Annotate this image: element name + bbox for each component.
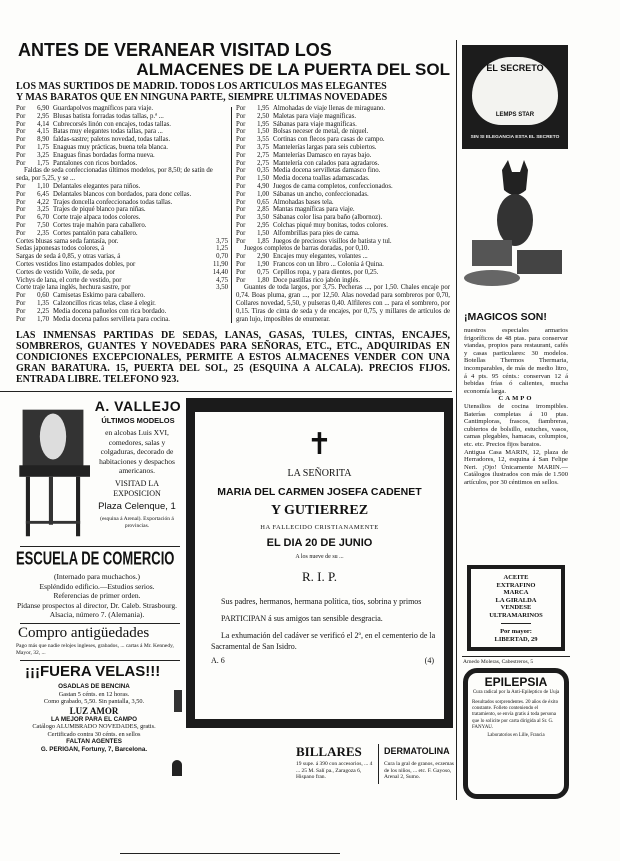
- vallejo-title: A. VALLEJO: [94, 398, 182, 414]
- price-row: [16, 183, 228, 191]
- magicos-paragraph: nuestros especiales armarios frigoríficos de 48 ptas. para conservar viandas, propios para restaurant, cafés y casas particulares: 30 modelos. Botellas Thermos Thermaria, incomparables, de más de medio litro, á 4 pts. 95 cénts.: conservan 12 á bebidas frías ó calientes, mucha economía larga.: [464, 327, 568, 395]
- price-row: [16, 214, 228, 222]
- closing-paragraph: LAS INMENSAS PARTIDAS DE SEDAS, LANAS, GASAS, TULES, CINTAS, ENCAJES, SOMBREROS, GUANTES Y NOVEDADES PARA SEÑORAS, ETC., ETC., ADQUIRIDAS EN CONDICIONES EXCEPCIONALES, PERMITE A ESTOS ALMACENES VENDER CON UNA GRAN BARATURA. 15, PUERTA DEL SOL, 25 (ESQUINA A ALCALA). PRECIOS FIJOS. ENTRADA LIBRE. TELEFONO 923.: [16, 330, 450, 385]
- price-prefix: Por: [236, 120, 246, 128]
- price: 4,14: [37, 120, 49, 128]
- velas-line: Catálogo ALUMBRADO NOVEDADES, gratis.: [32, 723, 156, 730]
- item-desc: Colchas piqué muy bonitas, todos colores.: [273, 221, 388, 229]
- item-desc: Cortes traje mahón para caballero.: [53, 221, 147, 229]
- price-row: [236, 214, 450, 222]
- item-desc: Cortes vestidos lino estampados dobles, por: [16, 260, 136, 268]
- escuela-title: ESCUELA DE COMERCIO: [16, 547, 175, 569]
- price: 1,00: [257, 190, 269, 198]
- price-row: [16, 105, 228, 113]
- price-prefix: Por: [16, 214, 26, 222]
- price-prefix: Por: [16, 105, 26, 112]
- item-desc: Corte traje alpaca todos colores.: [53, 214, 141, 222]
- escuela-line: Espléndido edificio.—Estudios serios.: [39, 581, 155, 591]
- item-desc: Sábanas para viaje magníficas.: [273, 120, 357, 128]
- price: 6,90: [37, 105, 49, 112]
- price-row: [16, 316, 228, 324]
- item-desc: Francos con un libro ... Colonia á Quina.: [273, 260, 384, 268]
- arnedo-line: Arnedo Moleras, Cabestreros, 5: [463, 659, 534, 665]
- item-desc: Camisetas Eskimo para caballero.: [53, 292, 146, 300]
- subheadline-2: Y MAS BARATOS QUE EN NINGUNA PARTE, SIEMPRE ULTIMAS NOVEDADES: [16, 92, 388, 103]
- price: 2,95: [37, 112, 49, 120]
- price-row: [16, 152, 228, 160]
- price-prefix: Por: [236, 136, 246, 144]
- price-row: Faldas de seda confeccionadas últimos modelos, por 8,50; de satín de seda, por 5,25, y se ...: [16, 167, 213, 183]
- price-row: [236, 113, 450, 121]
- priced-row: [16, 277, 228, 285]
- price-row: Juegos completos de barras doradas, por 0,10.: [244, 245, 370, 253]
- price-row: [16, 136, 228, 144]
- secreto-title: EL SECRETO: [486, 63, 544, 73]
- price-prefix: Por: [16, 136, 26, 144]
- price-prefix: Por: [236, 206, 246, 214]
- price: 2,85: [257, 206, 269, 214]
- priced-row: [16, 269, 228, 277]
- price-prefix: Por: [16, 229, 26, 237]
- item-desc: Encajes muy elegantes, volantes ...: [273, 253, 368, 261]
- priced-row: [16, 284, 228, 292]
- item-desc: Almohadas de viaje llenas de miraguano.: [273, 105, 386, 112]
- price-row: [16, 230, 228, 238]
- vallejo-body: en alcobas Luis XVI, comedores, salas y colgaduras, decorado de habitaciones y despachos americanos.: [99, 428, 175, 475]
- magicos-paragraph: Utensilios de cocina irrompibles. Baterías completas á 10 ptas. Cantimploras, frascos, fiambreras, cubiertos de bolsillo, estuches, vasos, camas plegables, hamacas, columpios, etc. etc. Precios fijos baratos.: [464, 402, 568, 448]
- item-desc: Mantas magníficas para viaje.: [273, 206, 355, 214]
- price-row: [236, 230, 450, 238]
- price-prefix: Por: [16, 315, 26, 323]
- item-desc: Enaguas finas bordadas forma nueva.: [53, 151, 155, 159]
- price: 4,75: [216, 276, 228, 284]
- price-row: [16, 222, 228, 230]
- item-desc: Almohadas bases tela.: [273, 198, 334, 206]
- item-desc: Trajes de piqué blanco para niñas.: [53, 206, 146, 214]
- item-desc: Calzoncillos ricas telas, clase á elegir.: [53, 299, 156, 307]
- item-desc: Media docena servilletas damasco fino.: [273, 167, 381, 175]
- aceite-line: VENDESE: [500, 604, 532, 611]
- price: 6,45: [37, 190, 49, 198]
- price-row: [236, 199, 450, 207]
- item-desc: Cortes blusas sama seda fantasía, por.: [16, 237, 119, 245]
- obituary-paragraph: PARTICIPAN á sus amigos tan sensible desgracia.: [221, 614, 383, 623]
- accessories-paragraph: Guantes de toda largos, por 3,75. Pecheras ..., por 1,50. Chales encaje por 0,74. Boas pluma, gran ..., por 12,50. Alas novedad para sombreros por 0,70, Collares novedad, 5,50, y pulseras 0,40. Alfileres con ... para el sombrero, por 0,15. Tiras de cinta de seda y de encajes, por 0,75, y millares de artículos de gran lujo, imposibles de enumerar.: [236, 284, 450, 323]
- escuela-line: Referencias de primer orden.: [53, 591, 141, 600]
- price-prefix: Por: [236, 237, 246, 245]
- item-desc: Doce pastillas rico jabón inglés.: [273, 276, 361, 284]
- price-prefix: Por: [236, 167, 246, 175]
- price: 1,25: [216, 245, 228, 253]
- price-prefix: Por: [16, 221, 26, 229]
- epilepsia-body: Resultados sorprendentes. 20 años de éxito constante. Folleto conteniendo el tratamiento, se envía gratis á toda persona que lo solicite por carta dirigida al Sr. G. FANYAU.: [472, 700, 559, 730]
- velas-title: ¡¡¡FUERA VELAS!!!: [25, 663, 161, 680]
- price: 2,90: [257, 253, 269, 261]
- price-row: [236, 191, 450, 199]
- price: 4,90: [257, 182, 269, 190]
- price-prefix: Por: [236, 143, 246, 151]
- price-prefix: Por: [236, 214, 246, 222]
- item-desc: Cortes pantalón para caballero.: [53, 229, 138, 237]
- price: 1,10: [37, 182, 49, 190]
- magicos-body: [464, 327, 568, 486]
- obituary-date: EL DIA 20 DE JUNIO: [266, 537, 373, 549]
- item-desc: Blusas batista forradas todas tallas, p.ª ...: [53, 112, 164, 120]
- price-row: [236, 269, 450, 277]
- demon-illustration-icon: [462, 160, 568, 290]
- price-prefix: Por: [16, 299, 26, 307]
- price-row: [16, 206, 228, 214]
- escuela-line: (Internado para muchachos.): [53, 572, 140, 581]
- price: 2,95: [257, 221, 269, 229]
- magicos-campo: CAMPO: [498, 395, 534, 403]
- item-desc: Trajes doncella confeccionados todas tallas.: [53, 198, 173, 206]
- aceite-line: ACEITE: [503, 574, 529, 581]
- price-prefix: Por: [236, 151, 246, 159]
- price-prefix: Por: [236, 112, 246, 120]
- price-row: [16, 160, 228, 168]
- item-desc: Media docena toallas adamascadas.: [273, 175, 370, 183]
- price: 2,35: [37, 229, 49, 237]
- price-row: [16, 300, 228, 308]
- item-desc: Maletas para viaje magníficas.: [273, 112, 357, 120]
- price: 1,95: [257, 105, 269, 112]
- epilepsia-footer: Laboratorios en Lille, Francia: [487, 733, 545, 739]
- price: 1,35: [37, 299, 49, 307]
- price-prefix: Por: [16, 159, 26, 167]
- price-prefix: Por: [16, 190, 26, 198]
- price-row: [16, 128, 228, 136]
- price-row: [16, 292, 228, 300]
- price-row: [16, 113, 228, 121]
- escuela-lines: [12, 572, 182, 620]
- obituary-name-2: Y GUTIERREZ: [270, 503, 369, 518]
- price-row: [16, 144, 228, 152]
- price-prefix: Por: [16, 307, 26, 315]
- price: 7,50: [37, 221, 49, 229]
- price: 1,85: [257, 237, 269, 245]
- item-desc: Cortinas con flecos para casas de campo.: [273, 136, 385, 144]
- price-row: [16, 308, 228, 316]
- price: 0,70: [216, 253, 228, 261]
- obituary-paragraph: La exhumación del cadáver se verificó el 2º, en el cementerio de la Sacramental de San Isidro.: [211, 631, 436, 651]
- price-prefix: Por: [16, 128, 26, 136]
- item-desc: Enaguas muy prácticas, buena tela blanca.: [53, 143, 168, 151]
- secreto-footer: SIN SI ELEGANCIA ESTA EL SECRETO: [470, 135, 560, 140]
- price-row: [236, 222, 450, 230]
- price-row: [16, 199, 228, 207]
- price-row: [236, 183, 450, 191]
- item-desc: Sábanas un ancho, confeccionadas.: [273, 190, 369, 198]
- price-row: [16, 121, 228, 129]
- price-row: [236, 144, 450, 152]
- price-prefix: Por: [16, 206, 26, 214]
- price-prefix: Por: [16, 112, 26, 120]
- price: 1,50: [257, 175, 269, 183]
- price-prefix: Por: [236, 253, 246, 261]
- item-desc: Juegos de preciosos visillos de batista y tul.: [273, 237, 392, 245]
- headline-2: ALMACENES DE LA PUERTA DEL SOL: [136, 60, 450, 79]
- price-row: [236, 253, 450, 261]
- epilepsia-ad: [463, 668, 569, 799]
- velas-line: OSADLAS DE BENCINA: [58, 683, 130, 690]
- price: 2,75: [257, 151, 269, 159]
- obituary-line: LA SEÑORITA: [287, 468, 352, 479]
- priced-row: [16, 253, 228, 261]
- el-secreto-ad: [462, 45, 568, 149]
- lamp-shade-icon: [172, 760, 182, 776]
- aceite-address: LIBERTAD, 29: [494, 635, 538, 643]
- obituary-line: A los nueve de su ...: [295, 554, 344, 560]
- price: 1,95: [257, 120, 269, 128]
- vallejo-note: (esquina á Arenal). Exportación á provincias.: [100, 516, 174, 529]
- price: 1,50: [257, 128, 269, 136]
- price-prefix: Por: [236, 268, 246, 276]
- velas-line: LA MEJOR PARA EL CAMPO: [50, 715, 138, 723]
- magicos-paragraph: Antigua Casa MARIN, 12, plaza de Herradores, 12, esquina á San Felipe Neri. ¡Ojo! Únicamente MARIN.—Catálogos ilustrados con más de 1.500 artículos, por 30 céntimos en sellos.: [464, 448, 568, 486]
- price-prefix: Por: [236, 229, 246, 237]
- cross-icon: ✝: [306, 428, 333, 461]
- price: 3,55: [257, 136, 269, 144]
- price-prefix: Por: [16, 120, 26, 128]
- price-prefix: Por: [16, 151, 26, 159]
- aceite-por: Por mayor:: [500, 628, 532, 635]
- headline-1: ANTES DE VERANEAR VISITAD LOS: [18, 40, 332, 60]
- price-row: [236, 105, 450, 113]
- magicos-title: ¡MAGICOS SON!: [464, 311, 547, 323]
- price-prefix: Por: [16, 292, 26, 300]
- price: 2,50: [257, 112, 269, 120]
- price-prefix: Por: [236, 260, 246, 268]
- item-desc: Media docena paños servilleta para cocina.: [53, 315, 171, 323]
- price: 1,75: [37, 159, 49, 167]
- compro-title: Compro antigüedades: [18, 625, 150, 641]
- price-row: [236, 121, 450, 129]
- secreto-brand: LEMPS STAR: [495, 112, 535, 118]
- vallejo-visit: VISITAD LA EXPOSICION: [113, 479, 161, 498]
- price-prefix: Por: [16, 198, 26, 206]
- item-desc: Sargas de seda á 0,85, y otras varias, á: [16, 253, 121, 261]
- price-prefix: Por: [16, 143, 26, 151]
- obituary-rip: R. I. P.: [301, 569, 338, 584]
- price-prefix: Por: [236, 105, 246, 112]
- price: 0,75: [257, 268, 269, 276]
- price-row: [236, 277, 450, 285]
- price-list-right: [236, 105, 450, 323]
- price: 4,15: [37, 128, 49, 136]
- price: 3,75: [216, 237, 228, 245]
- item-desc: Mantelerías largas para seis cubiertos.: [273, 143, 377, 151]
- item-desc: Mantelería con calados para agradaros.: [273, 159, 380, 167]
- subheadline-1: LOS MAS SURTIDOS DE MADRID. TODOS LOS ARTICULOS MAS ELEGANTES: [16, 81, 387, 92]
- item-desc: Sedas japonesas todos colores, á: [16, 245, 105, 253]
- item-desc: faldas-sastre; paletos novedad, todas tallas.: [53, 136, 171, 144]
- price: 2,25: [37, 307, 49, 315]
- item-desc: Corte traje lana inglés, hechura sastre, por: [16, 284, 131, 292]
- escuela-line: Pídanse prospectos al director, Dr. Caleb. Strasbourg. Alsacia, número 7. (Alemania).: [17, 600, 177, 619]
- price-row: [236, 238, 450, 246]
- velas-line: G. PERIGAN, Fortuny, 7, Barcelona.: [40, 745, 148, 753]
- price-row: [16, 191, 228, 199]
- price-prefix: Por: [16, 182, 26, 190]
- item-desc: Bolsas neceser de metal, de niquel.: [273, 128, 369, 136]
- item-desc: Cubrecorsés linón con encajes, todas tallas.: [53, 120, 171, 128]
- price: 1,90: [257, 260, 269, 268]
- price: 11,90: [212, 260, 228, 268]
- billares-title: BILLARES: [296, 744, 362, 759]
- price: 3,25: [37, 151, 49, 159]
- furniture-illustration-icon: [16, 402, 90, 542]
- vallejo-sub: ÚLTIMOS MODELOS: [101, 416, 175, 425]
- priced-row: [16, 261, 228, 269]
- epilepsia-sub: Cura radical por la Anti-Epileptico de Uuja: [472, 690, 560, 695]
- price-prefix: Por: [236, 221, 246, 229]
- price-row: [236, 167, 450, 175]
- price: 1,75: [37, 143, 49, 151]
- priced-row: [16, 245, 228, 253]
- price: 0,65: [257, 198, 269, 206]
- aceite-line: MARCA: [503, 589, 529, 596]
- price: 1,80: [257, 276, 269, 284]
- item-desc: Juegos de cama completos, confeccionados.: [273, 182, 393, 190]
- price: 3,25: [37, 206, 49, 214]
- price: 3,50: [257, 214, 269, 222]
- price-row: [236, 128, 450, 136]
- price-prefix: Por: [236, 198, 246, 206]
- price-row: [236, 175, 450, 183]
- aceite-line: EXTRAFINO: [496, 581, 536, 589]
- price: 6,70: [37, 214, 49, 222]
- price-prefix: Por: [236, 182, 246, 190]
- velas-line: Certificado contra 30 cénts. en sellos: [47, 730, 141, 738]
- obituary-box: [186, 398, 453, 728]
- dermatolina-title: DERMATOLINA: [384, 746, 450, 756]
- price-prefix: Por: [236, 128, 246, 136]
- obituary-name: MARIA DEL CARMEN JOSEFA CADENET: [217, 486, 422, 498]
- price: 1,50: [257, 229, 269, 237]
- price: 0,35: [257, 167, 269, 175]
- obituary-num: (4): [424, 656, 434, 665]
- price-row: [236, 136, 450, 144]
- price: 3,50: [216, 284, 228, 292]
- velas-line: FALTAN AGENTES: [66, 738, 122, 745]
- price: 0,60: [37, 292, 49, 300]
- vallejo-address: Plaza Celenque, 1: [98, 501, 176, 512]
- item-desc: Alfombrillas para pies de cama.: [273, 229, 360, 237]
- epilepsia-title: EPILEPSIA: [484, 675, 548, 689]
- aceite-line: ULTRAMARINOS: [489, 611, 543, 619]
- aceite-line: LA GIRALDA: [495, 596, 537, 604]
- price: 2,75: [257, 159, 269, 167]
- price-prefix: Por: [236, 276, 246, 284]
- price: 3,75: [257, 143, 269, 151]
- price: 8,90: [37, 136, 49, 144]
- price: 4,22: [37, 198, 49, 206]
- item-desc: Vichys de lana, el corte de vestido, por: [16, 276, 122, 284]
- price-prefix: Por: [236, 159, 246, 167]
- item-desc: Mantelerías Damasco en rayas bajo.: [273, 151, 372, 159]
- price-prefix: Por: [236, 190, 246, 198]
- billares-body: 19 supe. á 390 con accesorios, ... 4 ... 25 M. Salí pa., Zaragoza 6, Hispano fran.: [296, 761, 373, 780]
- velas-line: Como grabado, 5,50. Sin pantalla, 3,50.: [43, 698, 145, 705]
- item-desc: Cepillos ropa, y para dientes, por 0,25.: [273, 268, 379, 276]
- velas-body: [16, 683, 172, 753]
- item-desc: Batas muy elegantes todas tallas, para ...: [53, 128, 163, 136]
- aceite-ad: [467, 565, 565, 651]
- compro-body: Pago más que nadie relojes ingleses, grabados, ... cartas á Mr. Kennedy, Mayor, 32, ...: [16, 643, 174, 656]
- item-desc: Delantales elegantes para niños.: [53, 182, 141, 190]
- item-desc: Sábanas color lisa para baño (albornoz).: [273, 214, 383, 222]
- price: 14,40: [212, 268, 228, 276]
- velas-luz: LUZ AMOR: [69, 705, 119, 716]
- price-list-left: [16, 105, 228, 323]
- item-desc: Pantalones con ricos bordados.: [53, 159, 138, 167]
- priced-row: [16, 238, 228, 246]
- price-row: [236, 261, 450, 269]
- item-desc: Delantales blancos con bordados, para donc cellas.: [53, 190, 192, 198]
- price-row: [236, 152, 450, 160]
- obituary-line: HA FALLECIDO CRISTIANAMENTE: [260, 524, 379, 531]
- item-desc: Cortes de vestido Voile, de seda, por: [16, 268, 116, 276]
- price-row: [236, 160, 450, 168]
- item-desc: Guardapolvos magníficos para viaje.: [53, 105, 154, 112]
- obituary-ref: A. 6: [211, 656, 225, 665]
- velas-line: Gastan 5 cénts. en 12 horas.: [58, 690, 130, 698]
- dermatolina-body: Cura la gral de granos, eczemas de los niños, ... etc. F. Gayoso, Arenal 2, Sumo.: [384, 761, 454, 780]
- lamp-icon: [174, 690, 182, 712]
- price-prefix: Por: [236, 175, 246, 183]
- item-desc: Media docena pañuelos con rica bordado.: [53, 307, 167, 315]
- price: 1,70: [37, 315, 49, 323]
- obituary-paragraph: Sus padres, hermanos, hermana política, tíos, sobrina y primos: [221, 597, 422, 606]
- price-row: [236, 206, 450, 214]
